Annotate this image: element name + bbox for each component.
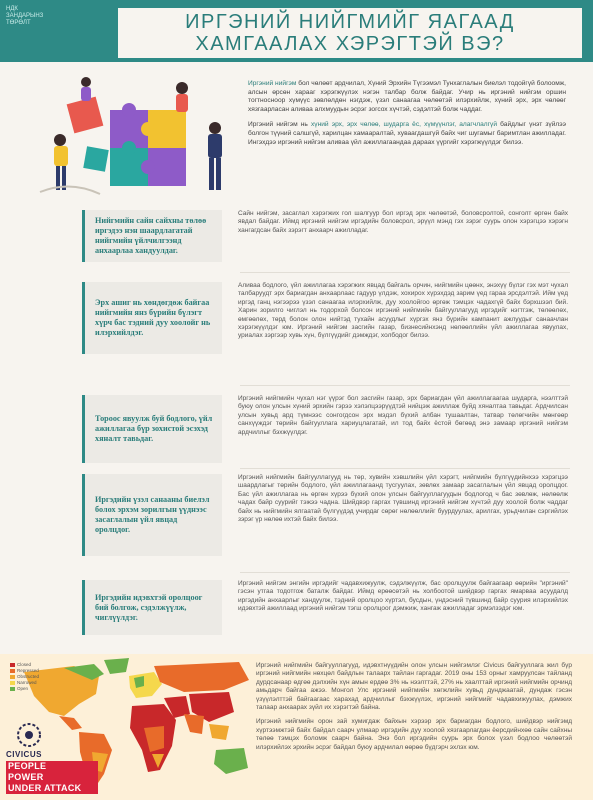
function-description: Иргэний нийгэм энгийн иргэдийг чадавхижуулж, сэдэлжүүлж, бас оролцуулж байгаагаар өөрийн "иргэний" гэсэн утгаа тодотгож баталж байдаг. Иймд ерөөсөтэй нь холбоотой шийдвэр гаргах ямарваа асуудалд иргэдийн анхаарлыг хандуулж, тэдний оролцоо хүртэл, бусдын, үндэсний түвшинд байр суурия илэрхийлэх идэвхтэй ажиллаад иргэний нийгэм тэгш оролцоог дэмжиж, хангаж ажилладаг эрмэлзэдэг юм.: [238, 580, 568, 613]
legend-label: Obstructed: [17, 674, 40, 679]
legend-swatch: [10, 675, 15, 679]
org-logo: [6, 6, 106, 27]
divider: [240, 272, 570, 273]
puzzle-people-illustration: [30, 70, 240, 200]
page-title: [118, 5, 582, 58]
legend-swatch: [10, 669, 15, 673]
legend-swatch: [10, 687, 15, 691]
intro-text: байдлыг үнэт зүйлээ болгон түүний салшгүй, харилцан хамааралтай, хуваагдашгүй байх чиг шугамыг баримтлан ажилладаг. Ингэхдээ иргэний нийгэм аливаа үйл ажиллагаандаа дараах үүргийг хэрэгжүүлдэг билээ.: [248, 121, 566, 146]
civicus-report-text: [256, 662, 572, 758]
civicus-paragraph-2: Иргэний нийгмийн орон зай хумигдаж байхын хэрээр эрх бариагдан бодлого, шийдвэр нийгэмд хүртээмжтэй байх байдал саарч улмаар иргэдийн дуу хоолой хязгаарлагдан ёерсдийнхөө сайн сайхны төлөө тэмцэх боломж саарч байна. Энэ бол иргэдийн суурь эрх болох үзэл бодлоо чөлөөтэй илэрхийлэх эрхийн эсрэг байдал буюу ардчилал өөрөө бүдгэрч эхлэх юм.: [256, 718, 572, 751]
org-line: НДК: [6, 6, 18, 12]
legend-label: Repressed: [17, 668, 39, 673]
legend-label: Open: [17, 686, 29, 691]
intro-paragraph-2: [248, 121, 566, 147]
org-line: ЗАНДАРЫНЗ: [6, 13, 44, 19]
function-row-representation: [82, 282, 572, 354]
function-heading: Иргэдийн идэвхтэй оролцоог бий болгож, сэдэлжүүлж, чиглүүлдэг.: [82, 580, 222, 635]
title-line-2: ХАМГААЛАХ ХЭРЭГТЭЙ ВЭ?: [195, 33, 505, 55]
intro-section: [248, 80, 566, 154]
civicus-section: [0, 654, 593, 800]
divider: [240, 572, 570, 573]
civicus-banner-line: PEOPLE: [6, 761, 98, 772]
civicus-banner-line: UNDER ATTACK: [6, 783, 98, 794]
title-line-1: ИРГЭНИЙ НИЙГМИЙГ ЯАГААД: [185, 11, 515, 33]
civicus-paragraph-1: Иргэний нийгмийн байгууллагууд, идэвхтнүүдийн олон улсын нийгэмлэг Civicus байгууллага жил бүр иргэний нийгмийн нөхцөл байдлын талаарх тайлан гаргадаг. 2019 оны 153 орныг хамруулсан тайланд дурдсанаар өдгөө дэлхийн хүн амын ердөө 3% нь нээлттэй, 27% нь хаалттай иргэний нийгмийн орчинд амьдарч байгаа ажээ. Монгол Улс иргэний нийгмийн хөгжлийн хувьд дунджаатай, дундаж гэсэн үзүүлэлттэй байгаагаас харахад ардчиллыг бэхжүүлэх, иргэний нийгмийг чадавхижуулах, дэмжих талаар анхаарах зүйл их хэрэгтэй байна.: [256, 662, 572, 712]
intro-highlight: Иргэний нийгэм: [248, 80, 297, 87]
function-description: Иргэний нийгмийн чухал нэг үүрэг бол засгийн газар, эрх бариагдан үйл ажиллагаагаа шударга, нээлттэй буюу олон улсын хүний эрхийн гэрээ хэлэлцээрүүдтэй нийцэж ажиллаж буйд хяналтаа тавьдаг. Ардчилсан улсын хувьд ард түмнээс сонгогдсон эрх мэдэл бүхий албан тушаалтан, татвар төлөгчийн мөнгөөр санхүүждэг төрийн байгууллага хариуцлагатай, ил тод байх ёстой бөгөөд энэ замаар иргэний нийгэм ардчиллыг бэхжүүлдэг.: [238, 395, 568, 436]
function-row-governance: [82, 474, 572, 556]
civicus-name: CIVICUS: [6, 750, 42, 759]
civicus-banner-line: POWER: [6, 772, 98, 783]
legend-swatch: [10, 681, 15, 685]
intro-paragraph-1: [248, 80, 566, 114]
function-heading: Иргэдийн үзэл санааны биелэл болох эрхэм зорилгын үүднээс засаглалын үйл явцад оролцдог.: [82, 474, 222, 556]
function-description: Аливаа бодлого, үйл ажиллагаа хэрэгжих явцад байгаль орчин, нийгмийн цөөнх, энэхүү бүлэг гэх мэт чухал талбаруудт эрх бариагдан анхаарлаас гадуур үлдэж, хохирох хүрэхдэд зарим үед гараа эрсдэлтэй. Ийм үед иргэд ганц нэгээрээ үзэл санаагаа илэрхийлж, дуу хоолойгоо өргөж тэмцэх чадахгүй байх бэрхшээл бий. Харин зорилго чиглэл нь тодорхой болсон иргэний нийгмийн байгууллагууд иргэдийг нэгтгэж, төлөөлөх, өмгөөлөх, төрд болон олон нийтэд тухайн асуудлыг хүргэх янз бүрийн кампанит ажлуудыг санаачлан хэрэгжүүлдэг юм. Иргэний нийгэм засгийн газар, бизнесийнхэнд нөлөөллийн үйл ажиллагаа явуулах, уриалах зэргээр хувь хүн, бүлгүүдийг дэмждэг, холбодог билээ.: [238, 282, 568, 340]
legend-item-open: [10, 686, 39, 692]
function-heading: Эрх ашиг нь хөндөгдөж байгаа нийгмийн янз бүрийн бүлэгт хүрч бас тэдний дуу хоолойг нь илэрхийлдэг.: [82, 282, 222, 354]
header-bar: [0, 0, 593, 62]
puzzle-piece-red: [67, 97, 104, 134]
function-heading: Тороос явуулж буй бодлого, үйл ажиллагаа бүр зохистой эсэхэд хяналт тавьдаг.: [82, 395, 222, 463]
civicus-logo-icon: [14, 720, 44, 750]
org-line: ТӨРӨЛТ: [6, 20, 31, 26]
intro-highlight: хүний эрх, эрх чөлөө, шударга ёс, хүмүүнлэг, алагчлалгүй: [310, 121, 498, 129]
function-row-oversight: [82, 395, 572, 463]
legend-label: Closed: [17, 662, 32, 667]
divider: [240, 385, 570, 386]
function-heading: Нийгмийн сайн сайхны төлөө иргэдээ нэн шаардлагатай нийгмийн үйлчилгээнд анхаарлаа хандуулдаг.: [82, 210, 222, 262]
legend-label: Narrowed: [17, 680, 37, 685]
function-row-participation: [82, 580, 572, 635]
function-description: Сайн нийгэм, засаглал хэрэгжих гол шалгуур бол иргэд эрх чөлөөтэй, боловсролтой, сонголт өргөн байх явдал байдаг. Иймд иргэний нийгэм иргэдийн боловсрол, эрүүл мэнд гэх зэрэг суурь олон хэрэгцээ хэрэгн хангагдсан байх зэрэгт анхаарч ажилладаг.: [238, 210, 568, 234]
intro-text: бол чөлөөт ардчилал, Хүний Эрхийн Түгээмэл Тунхаглалын биелэл тодойгүй болоомж, алсын өрсөн харааг хэрэгжүүлэх нэгэн талбар болж байдаг. Учир нь иргэний нийгэм оршин тогтносноор хүмүүс зөвлөлдөн нэгдэж, үзэл санаагаа чөлөөтэй илэрхийлж, хүний эрх, эрх чөлөөг хязгаарласан аливаа алхмуудын эсрэг зогсох хүчтэй, сэдэлтэй болж чаддаг.: [248, 80, 567, 113]
map-legend: [10, 662, 39, 692]
intro-text: Иргэний нийгэм нь: [248, 121, 311, 129]
legend-swatch: [10, 663, 15, 667]
function-row-social-welfare: [82, 210, 572, 262]
divider: [240, 468, 570, 469]
function-description: Иргэний нийгмийн байгууллагууд нь төр, хувийн хэвшлийн үйл хэрэгт, нийгмийн бүлгүүдийнхээ хэрэгцээ шаардлагыг төрийн бодлого, үйл ажиллагаанд тусгуулах, зөвлөх замаар засаглалын үйл явцад оролцдог. Бас үйл ажиллагаа нь өргөн хүрээ бүхий олон улсын байгууллагуудын бодлогод ч бас зөвлөж, нөлөөлж чадах байр суурийг тэжээ чадна. Шийдвэр гаргах түвшинд иргэний нийгэм хүчтэй дуу хоолой болж чаддаг байх нь нийгмийн ялгаатай бүлгүүдэд учирдаг сөрөг нөлөөллийг буурдуулах, арилгах, урьдчилан сэргийлэх зэрэг үр нөлөө ихтэй байх билээ.: [238, 474, 568, 524]
